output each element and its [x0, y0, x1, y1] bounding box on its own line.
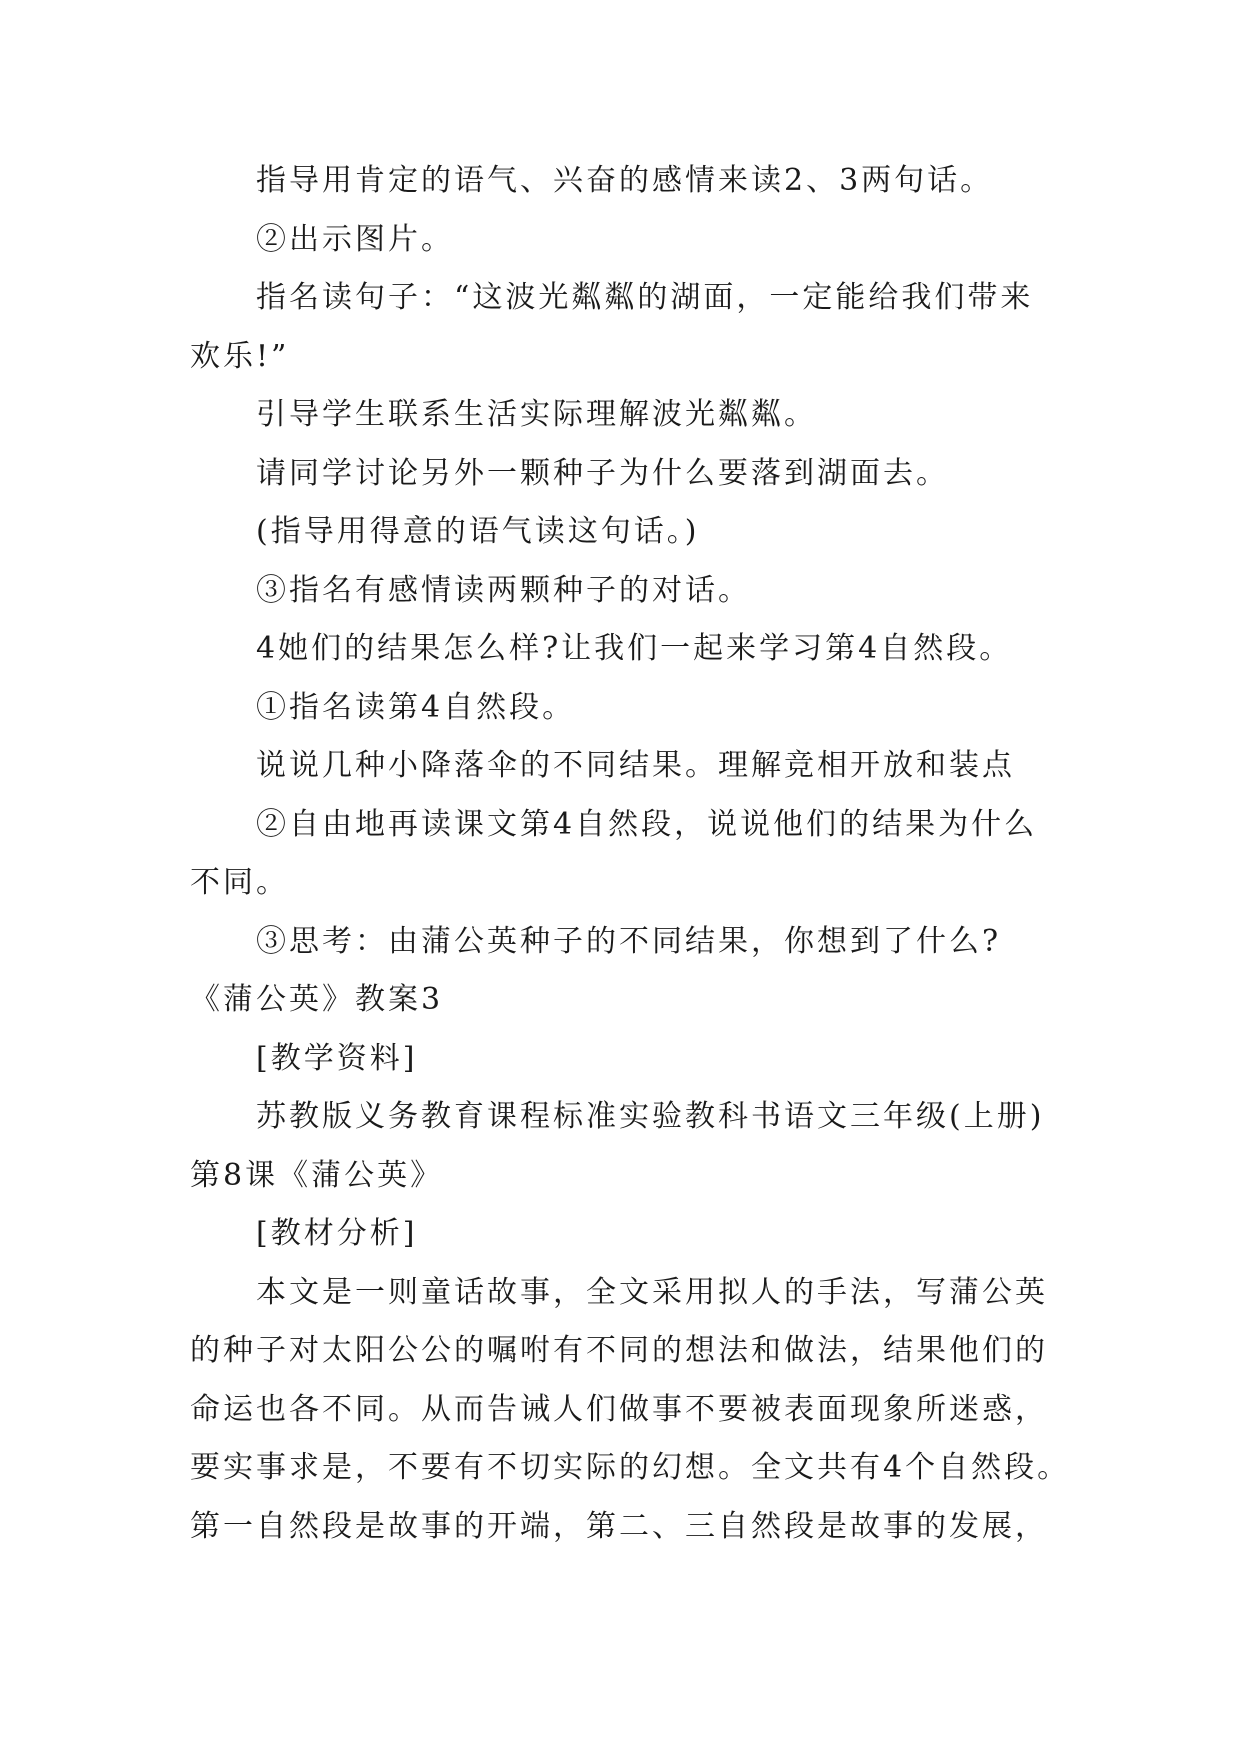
paragraph-line: 不同。 [190, 865, 289, 900]
paragraph-line: 第一自然段是故事的开端，第二、三自然段是故事的发展， [190, 1508, 1048, 1544]
paragraph-line: ②自由地再读课文第4自然段，说说他们的结果为什么 [256, 806, 1038, 842]
paragraph-line: 引导学生联系生活实际理解波光粼粼。 [256, 397, 817, 432]
paragraph-line: 的种子对太阳公公的嘱咐有不同的想法和做法，结果他们的 [190, 1333, 1048, 1368]
document-body [190, 152, 1071, 1556]
paragraph-line: 说说几种小降落伞的不同结果。理解竞相开放和装点 [256, 748, 1015, 783]
paragraph-line: (指导用得意的语气读这句话。) [256, 514, 700, 549]
section-heading: [教材分析] [256, 1216, 418, 1251]
paragraph-line: 指导用肯定的语气、兴奋的感情来读2、3两句话。 [256, 163, 994, 198]
paragraph-line: 要实事求是，不要有不切实际的幻想。全文共有4个自然段。 [190, 1450, 1071, 1485]
paragraph-line: 4她们的结果怎么样?让我们一起来学习第4自然段。 [256, 631, 1013, 666]
paragraph-line: 本文是一则童话故事，全文采用拟人的手法，写蒲公英 [256, 1274, 1048, 1310]
paragraph-line: 第8课《蒲公英》 [190, 1157, 444, 1193]
paragraph-line: ③思考：由蒲公英种子的不同结果，你想到了什么? [256, 923, 1002, 959]
paragraph-line: 欢乐!” [190, 338, 290, 374]
paragraph-line: 指名读句子：“这波光粼粼的湖面，一定能给我们带来 [256, 280, 1034, 315]
paragraph-line: 命运也各不同。从而告诫人们做事不要被表面现象所迷惑， [190, 1391, 1048, 1427]
section-heading: [教学资料] [256, 1040, 418, 1076]
section-title: 《蒲公英》教案3 [190, 982, 444, 1017]
paragraph-line: ①指名读第4自然段。 [256, 689, 576, 725]
paragraph-line: ③指名有感情读两颗种子的对话。 [256, 572, 751, 608]
paragraph-line: 请同学讨论另外一颗种子为什么要落到湖面去。 [256, 455, 949, 491]
paragraph-line: 苏教版义务教育课程标准实验教科书语文三年级(上册) [256, 1099, 1045, 1134]
paragraph-line: ②出示图片。 [256, 221, 454, 257]
